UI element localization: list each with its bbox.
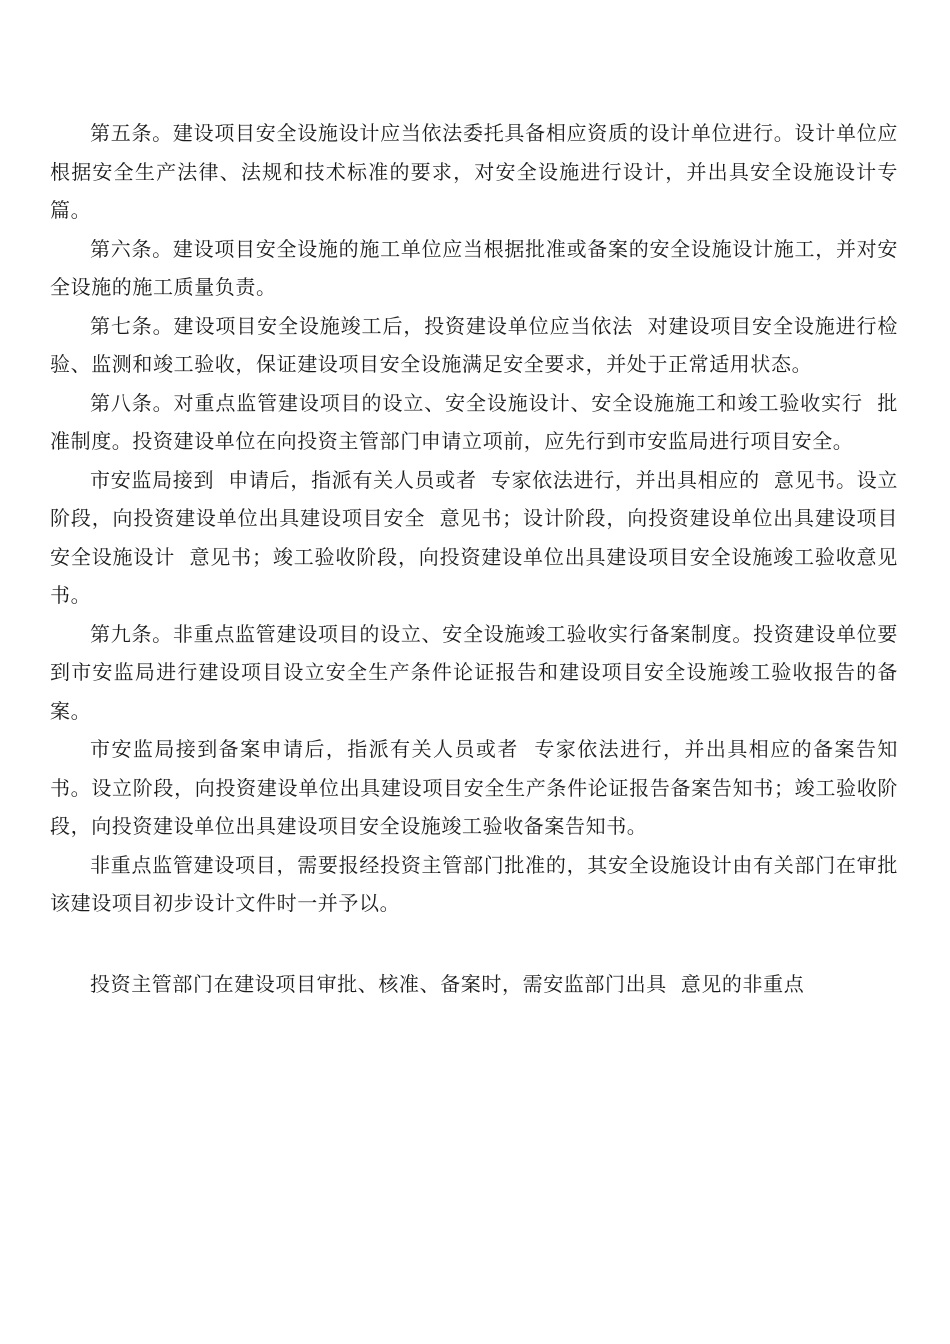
- paragraph-article-6: 第六条。建设项目安全设施的施工单位应当根据批准或备案的安全设施设计施工，并对安全设施的施工质量负责。: [50, 236, 898, 299]
- paragraph-article-8: 第八条。对重点监管建设项目的设立、安全设施设计、安全设施施工和竣工验收实行 批准制度。投资建设单位在向投资主管部门申请立项前，应先行到市安监局进行项目安全。: [50, 390, 898, 453]
- paragraph-article-9: 第九条。非重点监管建设项目的设立、安全设施竣工验收实行备案制度。投资建设单位要到市安监局进行建设项目设立安全生产条件论证报告和建设项目安全设施竣工验收报告的备案。: [50, 621, 898, 723]
- paragraph-non-key-projects: 非重点监管建设项目，需要报经投资主管部门批准的，其安全设施设计由有关部门在审批该建设项目初步设计文件时一并予以。: [50, 852, 898, 915]
- paragraph-review-opinion: 市安监局接到 申请后，指派有关人员或者 专家依法进行，并出具相应的 意见书。设立阶段，向投资建设单位出具建设项目安全 意见书；设计阶段，向投资建设单位出具建设项目安全设施设计 意见书；竣工验收阶段，向投资建设单位出具建设项目安全设施竣工验收意见书。: [50, 467, 898, 607]
- paragraph-article-7: 第七条。建设项目安全设施竣工后，投资建设单位应当依法 对建设项目安全设施进行检验、监测和竣工验收，保证建设项目安全设施满足安全要求，并处于正常适用状态。: [50, 313, 898, 376]
- paragraph-article-5: 第五条。建设项目安全设施设计应当依法委托具备相应资质的设计单位进行。设计单位应根据安全生产法律、法规和技术标准的要求，对安全设施进行设计，并出具安全设施设计专篇。: [50, 121, 898, 222]
- paragraph-filing-notice: 市安监局接到备案申请后，指派有关人员或者 专家依法进行，并出具相应的备案告知书。设立阶段，向投资建设单位出具建设项目安全生产条件论证报告备案告知书；竣工验收阶段，向投资建设单位出具建设项目安全设施竣工验收备案告知书。: [50, 737, 898, 838]
- document-body: [50, 114, 898, 1003]
- paragraph-investment-authority: 投资主管部门在建设项目审批、核准、备案时，需安监部门出具 意见的非重点: [90, 971, 805, 996]
